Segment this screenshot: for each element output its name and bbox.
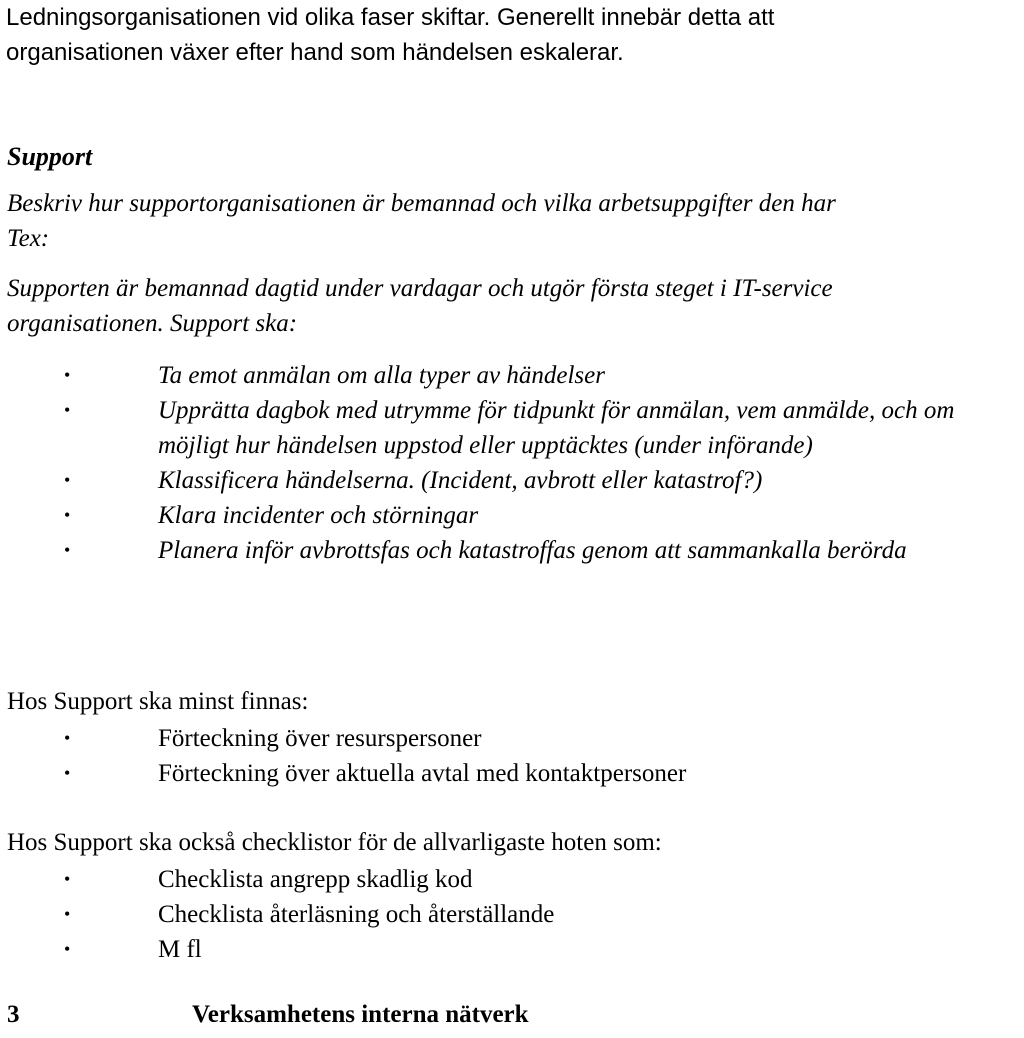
must-have-text: Förteckning över resurspersoner [158,725,482,752]
bullet-icon: • [64,540,71,560]
support-staffing-paragraph [7,271,833,341]
intro-line-1: Ledningsorganisationen vid olika faser skiftar. Generellt innebär detta att [6,4,775,31]
bullet-icon: • [64,728,71,748]
bullet-icon: • [64,904,71,924]
section-title: Verksamhetens interna nätverk [192,1001,529,1028]
intro-paragraph [6,0,774,70]
support-heading: Support [7,142,93,171]
list-item [7,498,1018,533]
task-text: Klara incidenter och störningar [158,502,479,529]
support-description-line-2: Tex: [7,225,50,252]
list-item [7,393,1018,463]
checklist-text: M fl [158,936,202,963]
checklists-list [7,862,554,967]
support-staffing-line-1: Supporten är bemannad dagtid under vardagar och utgör första steget i IT-service [7,275,833,302]
bullet-icon: • [64,869,71,889]
list-item [7,862,554,897]
list-item [7,358,1018,393]
bullet-icon: • [64,470,71,490]
list-item [7,932,554,967]
task-text: Ta emot anmälan om alla typer av händelser [158,362,605,389]
bullet-icon: • [64,505,71,525]
list-item [7,897,554,932]
bullet-icon: • [64,365,71,385]
support-description [7,186,836,256]
section-number: 3 [7,1001,20,1028]
support-tasks-list [7,358,1018,568]
support-description-line-1: Beskriv hur supportorganisationen är bemannad och vilka arbetsuppgifter den har [7,190,836,217]
bullet-icon: • [64,763,71,783]
list-item [7,756,686,791]
list-item [7,463,1018,498]
section-heading [7,1001,529,1029]
must-have-list [7,721,686,791]
list-item [7,533,1018,568]
support-staffing-line-2: organisationen. Support ska: [7,310,298,337]
must-have-intro: Hos Support ska minst finnas: [7,688,309,715]
list-item [7,721,686,756]
task-text: Klassificera händelserna. (Incident, avbrott eller katastrof?) [158,467,763,494]
checklist-text: Checklista återläsning och återställande [158,901,555,928]
checklist-text: Checklista angrepp skadlig kod [158,866,473,893]
bullet-icon: • [64,400,71,420]
intro-line-2: organisationen växer efter hand som händelsen eskalerar. [6,39,624,66]
checklists-intro: Hos Support ska också checklistor för de allvarligaste hoten som: [7,829,662,856]
task-text: Planera inför avbrottsfas och katastroffas genom att sammankalla berörda [158,537,907,564]
task-text: Upprätta dagbok med utrymme för tidpunkt för anmälan, vem anmälde, och om möjligt hur händelsen uppstod eller upptäcktes (under införande) [158,397,955,459]
bullet-icon: • [64,939,71,959]
must-have-text: Förteckning över aktuella avtal med kontaktpersoner [158,760,687,787]
